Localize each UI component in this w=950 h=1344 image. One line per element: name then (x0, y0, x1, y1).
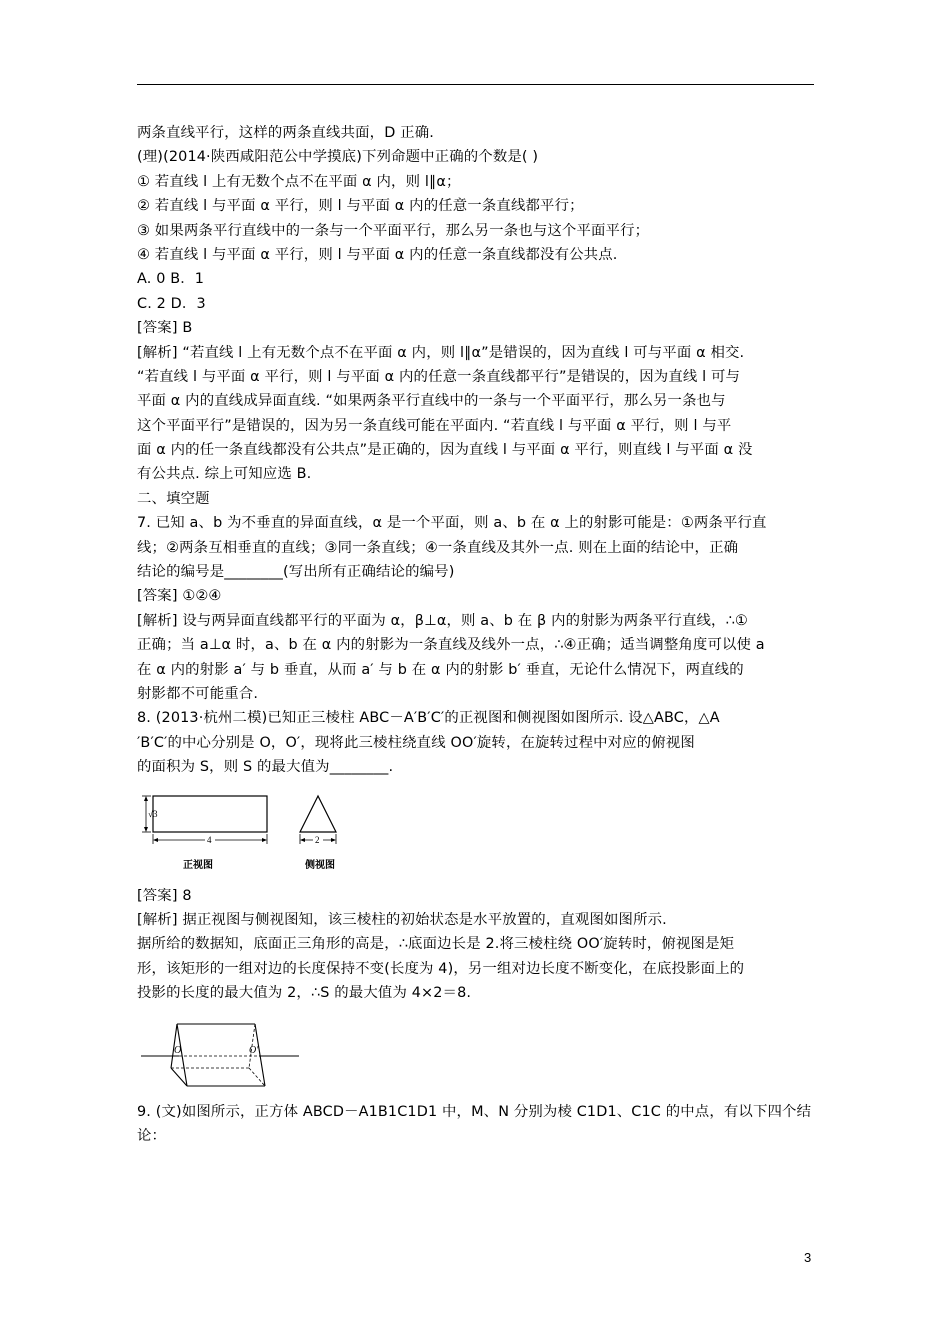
text-line: [解析] 设与两异面直线都平行的平面为 α，β⊥α，则 a、b 在 β 内的射影为两条平行直线，∴① (137, 612, 748, 629)
text-line: 9. (文)如图所示，正方体 ABCD－A1B1C1D1 中，M、N 分别为棱 C1D1、C1C 的中点，有以下四个结 (137, 1103, 812, 1120)
text-line: 论： (137, 1127, 167, 1144)
text-line: ③ 如果两条平行直线中的一条与一个平面平行，那么另一条也与这个平面平行； (137, 222, 650, 239)
text-line: 在 α 内的射影 a′ 与 b 垂直，从而 a′ 与 b 在 α 内的射影 b′ 垂直，无论什么情况下，两直线的 (137, 661, 744, 678)
text-line: 8. (2013·杭州二模)已知正三棱柱 ABC－A′B′C′的正视图和侧视图如图所示. 设△ABC，△A (137, 710, 720, 727)
side-view-triangle (300, 796, 336, 832)
text-line: ② 若直线 l 与平面 α 平行，则 l 与平面 α 内的任意一条直线都平行； (137, 198, 584, 215)
text-line: 两条直线平行，这样的两条直线共面，D 正确. (137, 125, 434, 141)
text-line: 这个平面平行”是错误的，因为另一条直线可能在平面内. “若直线 l 与平面 α 平行，则 l 与平 (137, 417, 732, 434)
text-line: A. 0 B．1 (137, 271, 205, 288)
text-line: C. 2 D．3 (137, 295, 206, 312)
text-line: 结论的编号是________(写出所有正确结论的编号) (137, 564, 455, 581)
text-block-top (137, 121, 817, 780)
side-view-caption: 侧视图 (305, 859, 335, 871)
text-line: “若直线 l 与平面 α 平行，则 l 与平面 α 内的任意一条直线都平行”是错误的，因为直线 l 可与 (137, 368, 741, 385)
header-rule (137, 84, 814, 85)
text-line: ① 若直线 l 上有无数个点不在平面 α 内，则 l∥α； (137, 173, 461, 190)
label-o-prime: O′ (249, 1044, 259, 1056)
text-line: 据所给的数据知，底面正三角形的高是，∴底面边长是 2.将三棱柱绕 OO′旋转时，俯视图是矩 (137, 936, 735, 953)
figure-views (137, 788, 817, 884)
text-line: 射影都不可能重合. (137, 685, 259, 702)
label-o: O (174, 1044, 182, 1056)
base-label: 2 (315, 834, 320, 845)
text-block-mid (137, 884, 817, 1006)
text-line: 有公共点. 综上可知应选 B. (137, 466, 312, 483)
text-line: [解析] 据正视图与侧视图知，该三棱柱的初始状态是水平放置的，直观图如图所示. (137, 911, 667, 928)
text-line: ④ 若直线 l 与平面 α 平行，则 l 与平面 α 内的任意一条直线都没有公共点. (137, 246, 618, 263)
page-number: 3 (804, 1250, 812, 1265)
length-label: 4 (207, 834, 212, 845)
text-line: 投影的长度的最大值为 2，∴S 的最大值为 4×2＝8. (137, 985, 472, 1002)
text-line: [答案] B (137, 320, 193, 337)
text-line: 二、填空题 (137, 490, 210, 507)
page-content (137, 121, 817, 1148)
text-line: [解析] “若直线 l 上有无数个点不在平面 α 内，则 l∥α”是错误的，因为直线 l 可与平面 α 相交. (137, 344, 745, 361)
text-line: 7. 已知 a、b 为不垂直的异面直线，α 是一个平面，则 a、b 在 α 上的射影可能是：①两条平行直 (137, 515, 767, 532)
text-line: 正确；当 a⊥α 时，a、b 在 α 内的射影为一条直线及线外一点，∴④正确；适当调整角度可以使 a (137, 637, 765, 654)
text-line: 平面 α 内的直线成异面直线. “如果两条平行直线中的一条与一个平面平行，那么另一条也与 (137, 393, 726, 410)
text-line: ′B′C′的中心分别是 O，O′，现将此三棱柱绕直线 OO′旋转，在旋转过程中对应的俯视图 (137, 734, 695, 751)
text-line: 的面积为 S，则 S 的最大值为________. (137, 759, 394, 776)
text-line: [答案] 8 (137, 887, 192, 904)
text-line: 面 α 内的任一条直线都没有公共点”是正确的，因为直线 l 与平面 α 平行，则直线 l 与平面 α 没 (137, 442, 753, 459)
views-diagram (137, 788, 397, 884)
front-view-rect (153, 796, 267, 832)
text-line: (理)(2014·陕西咸阳范公中学摸底)下列命题中正确的个数是( ) (137, 149, 539, 166)
text-line: 线；②两条互相垂直的直线；③同一条直线；④一条直线及其外一点. 则在上面的结论中，正确 (137, 539, 739, 556)
text-block-bottom (137, 1100, 817, 1149)
front-view-caption: 正视图 (183, 859, 213, 871)
figure-prism (137, 1014, 817, 1100)
height-label: √3 (148, 808, 158, 819)
text-line: [答案] ①②④ (137, 588, 222, 605)
text-line: 形，该矩形的一组对边的长度保持不变(长度为 4)，另一组对边长度不断变化，在底投影面上的 (137, 960, 745, 977)
prism-diagram (137, 1014, 307, 1090)
